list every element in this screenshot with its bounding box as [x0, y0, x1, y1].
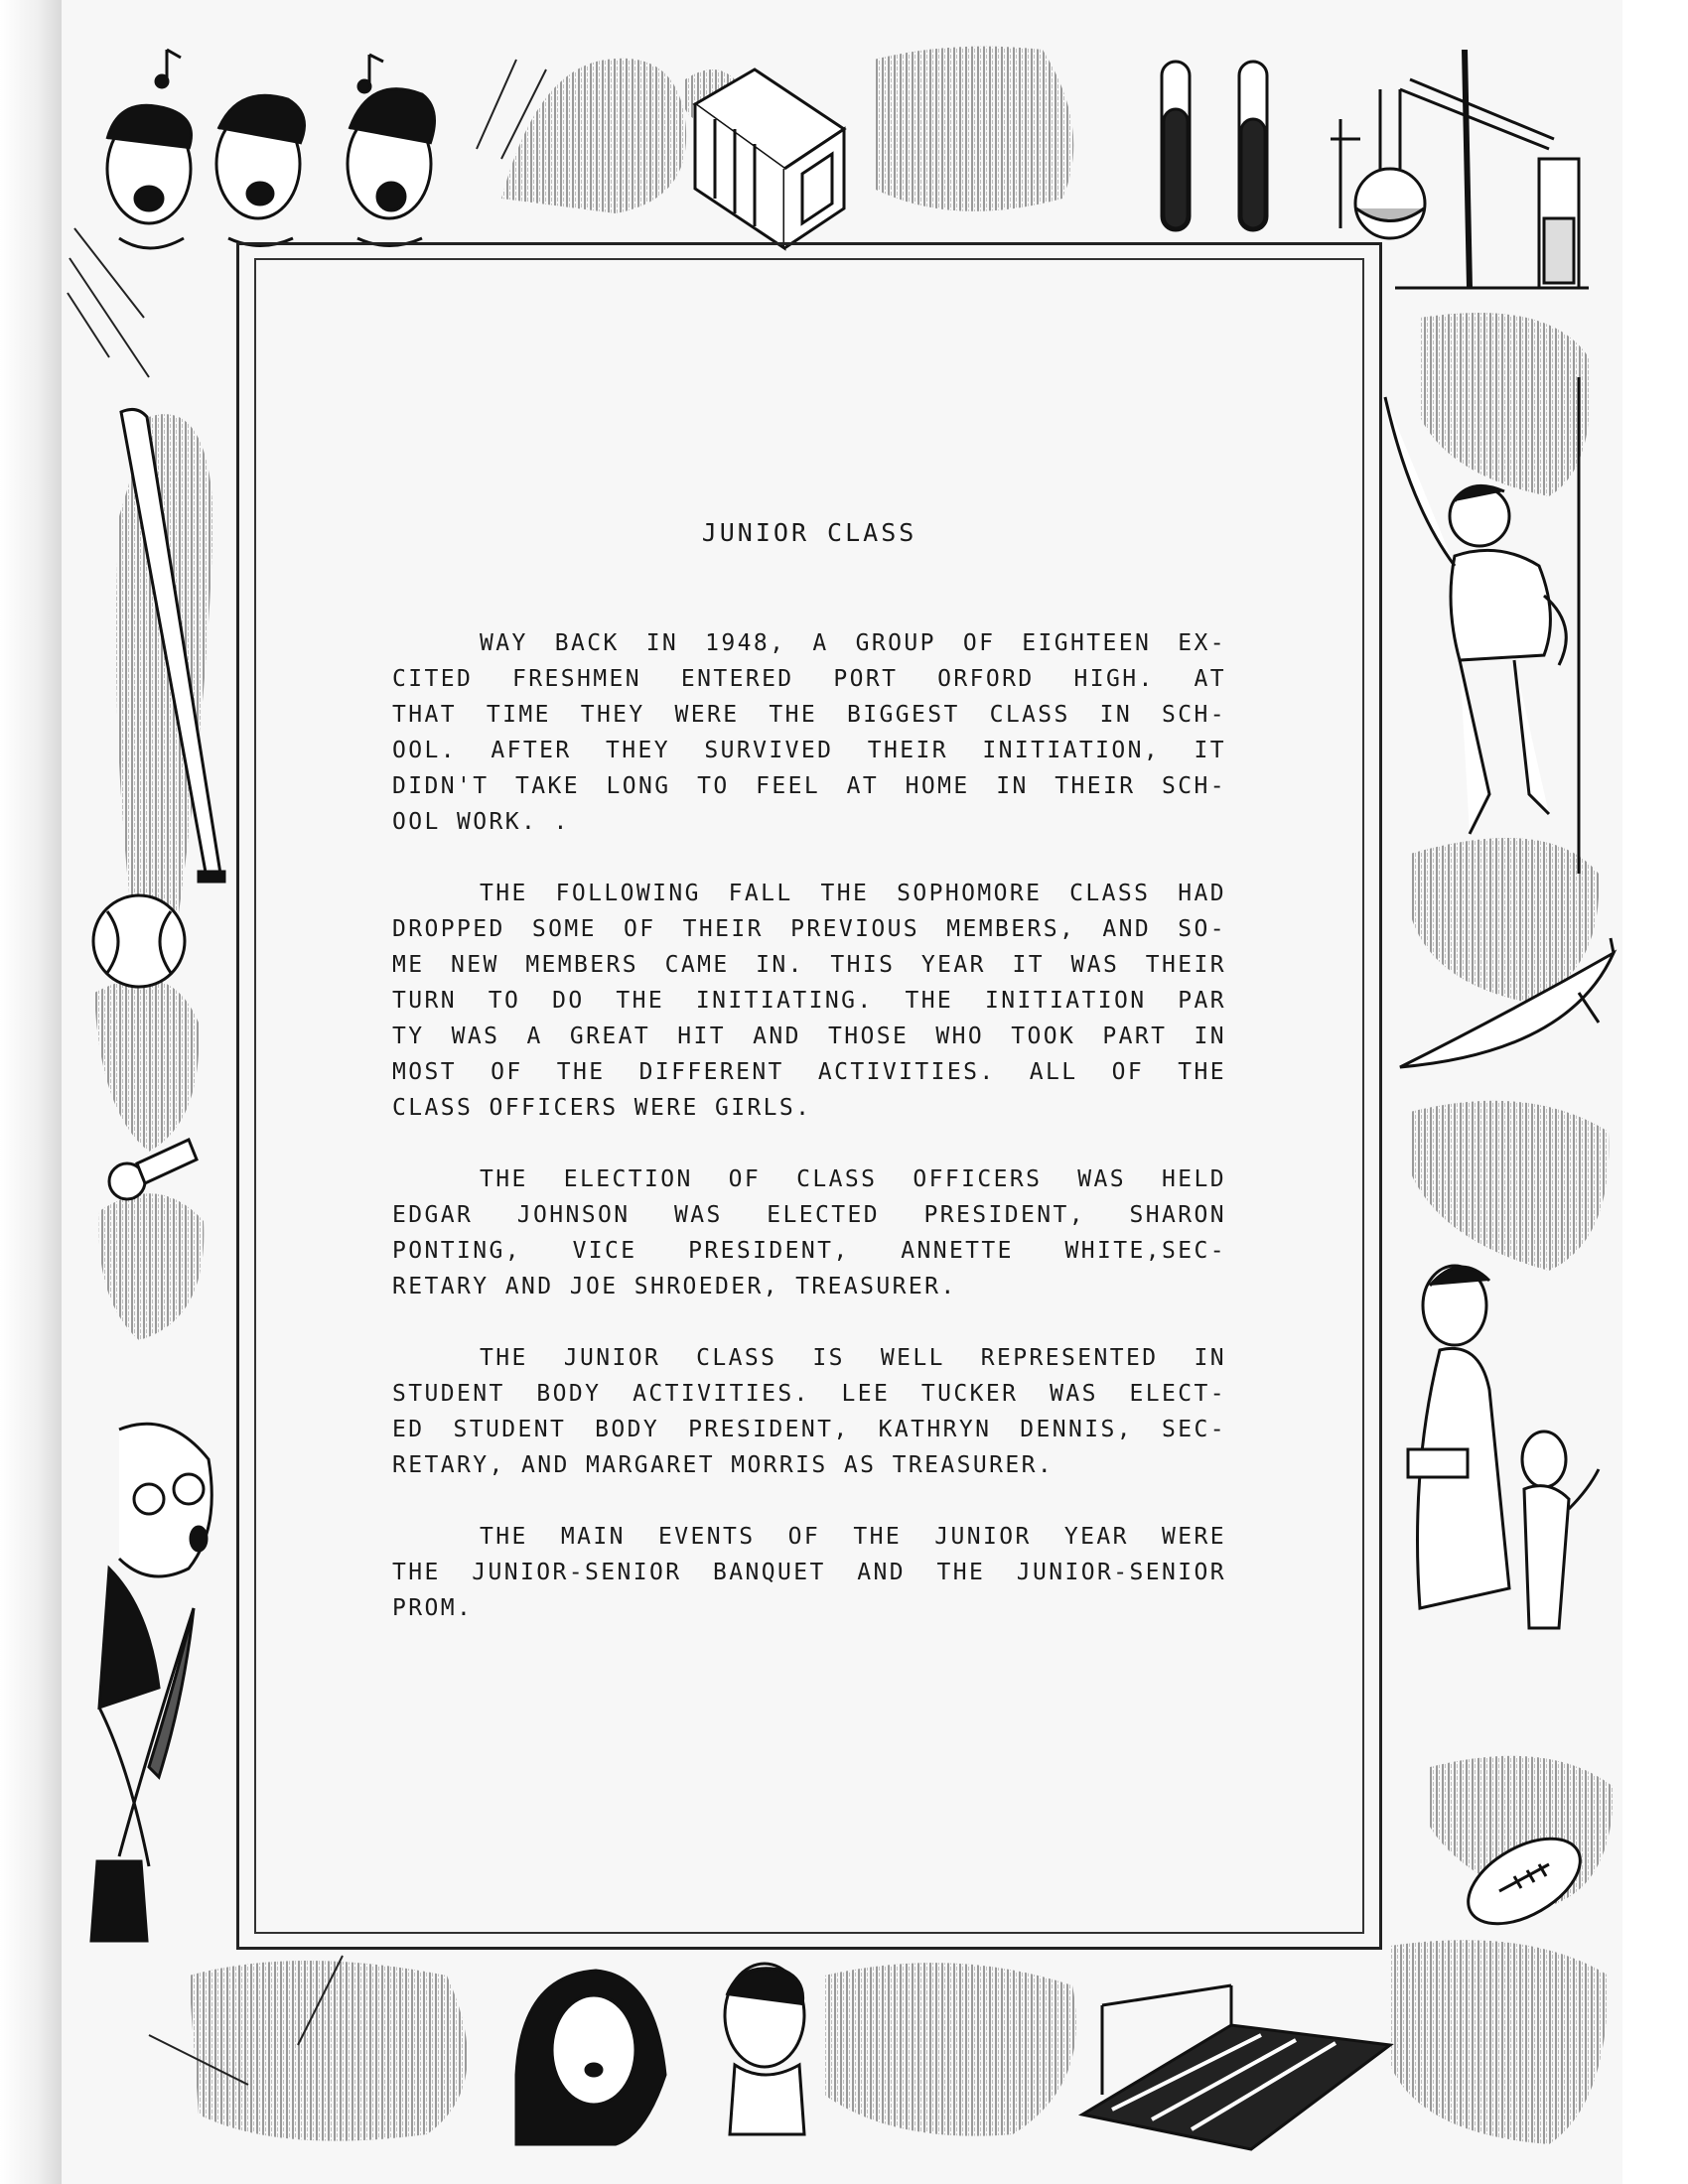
text-line: OOL WORK. . [392, 809, 570, 835]
text-line: ME NEW MEMBERS CAME IN. THIS YEAR IT WAS THEIR [392, 952, 1226, 978]
article-body [392, 625, 1226, 1662]
boy-face-illustration [725, 1964, 804, 2134]
text-line: THAT TIME THEY WERE THE BIGGEST CLASS IN SCH- [392, 702, 1226, 728]
text-line: STUDENT BODY ACTIVITIES. LEE TUCKER WAS ELECT- [392, 1381, 1226, 1407]
text-line: WAY BACK IN 1948, A GROUP OF EIGHTEEN EX- [480, 630, 1226, 656]
text-line: THE ELECTION OF CLASS OFFICERS WAS HELD [480, 1166, 1226, 1192]
text-line: DROPPED SOME OF THEIR PREVIOUS MEMBERS, AND SO- [392, 916, 1226, 942]
text-line: PONTING, VICE PRESIDENT, ANNETTE WHITE,SEC- [392, 1238, 1226, 1264]
text-line: TY WAS A GREAT HIT AND THOSE WHO TOOK PART IN [392, 1024, 1226, 1049]
text-line: ED STUDENT BODY PRESIDENT, KATHRYN DENNIS, SEC- [392, 1417, 1226, 1442]
text-line: CLASS OFFICERS WERE GIRLS. [392, 1095, 812, 1121]
text-line: OOL. AFTER THEY SURVIVED THEIR INITIATION, IT [392, 738, 1226, 763]
text-line: THE FOLLOWING FALL THE SOPHOMORE CLASS HAD [480, 881, 1226, 906]
text-line: TURN TO DO THE INITIATING. THE INITIATION PAR [392, 988, 1226, 1014]
paragraph-3 [392, 1161, 1226, 1304]
text-line: CITED FRESHMEN ENTERED PORT ORFORD HIGH. AT [392, 666, 1226, 692]
gym-floor-illustration [1082, 1985, 1390, 2149]
teacher-illustration [99, 1424, 211, 1866]
books-illustration [695, 69, 844, 248]
text-line: RETARY, AND MARGARET MORRIS AS TREASURER. [392, 1452, 1055, 1478]
baseball-illustration [93, 895, 185, 987]
text-line: RETARY AND JOE SHROEDER, TREASURER. [392, 1274, 957, 1299]
text-line: MOST OF THE DIFFERENT ACTIVITIES. ALL OF THE [392, 1059, 1226, 1085]
text-line: THE JUNIOR CLASS IS WELL REPRESENTED IN [480, 1345, 1226, 1371]
paragraph-2 [392, 876, 1226, 1126]
text-line: PROM. [392, 1595, 474, 1621]
paragraph-5 [392, 1519, 1226, 1626]
text-line: DIDN'T TAKE LONG TO FEEL AT HOME IN THEIR SCH- [392, 773, 1226, 799]
text-line: THE JUNIOR-SENIOR BANQUET AND THE JUNIOR-SENIOR [392, 1560, 1226, 1585]
paragraph-1 [392, 625, 1226, 840]
text-line: THE MAIN EVENTS OF THE JUNIOR YEAR WERE [480, 1524, 1226, 1550]
test-tubes-illustration [1162, 62, 1267, 230]
students-illustration [1408, 1266, 1599, 1628]
page-title: JUNIOR CLASS [701, 518, 917, 547]
singing-boys-illustration [107, 50, 435, 248]
paragraph-4 [392, 1340, 1226, 1483]
girl-face-illustration [516, 1971, 665, 2144]
text-line: EDGAR JOHNSON WAS ELECTED PRESIDENT, SHARON [392, 1202, 1226, 1228]
